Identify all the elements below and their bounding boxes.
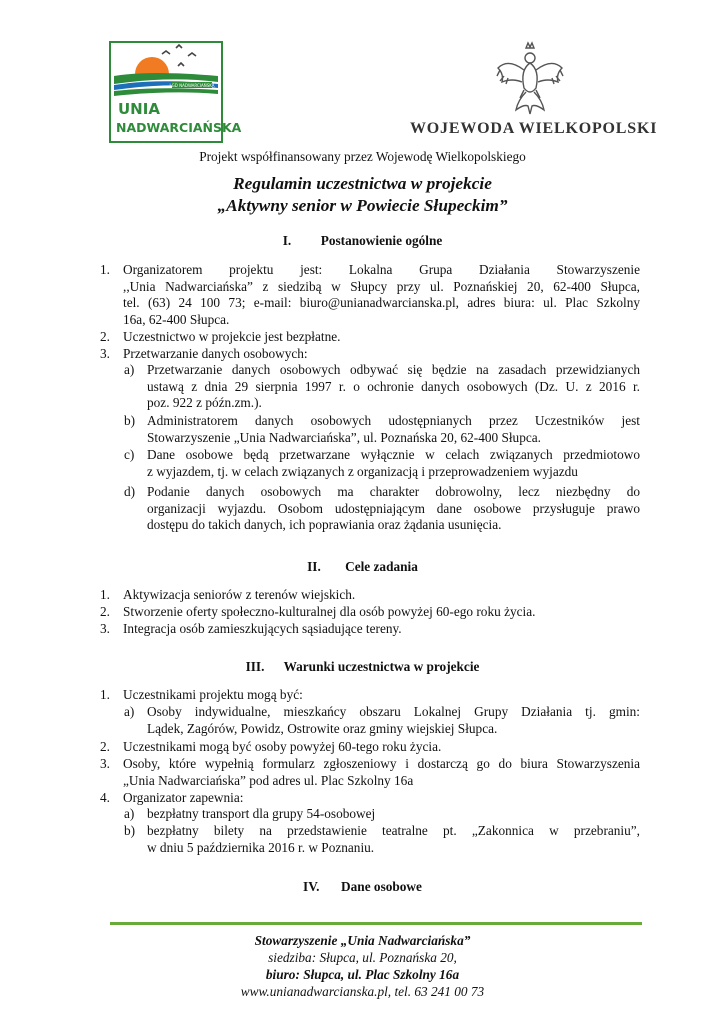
subitem-letter: b) — [124, 413, 136, 428]
unia-nadwarcianska-logo — [110, 42, 242, 142]
text-line: z wyjazdem, tj. w celach związanych z organizacją i przeprowadzeniem wyjazdu — [147, 463, 578, 479]
text-line: Administratorem danych osobowych udostępnianych przez Uczestników jest — [147, 413, 640, 428]
text-line: Stowarzyszenie „Unia Nadwarciańska”, ul. Poznańska 20, 62-400 Słupca. — [147, 429, 541, 445]
item-number: 3. — [100, 621, 110, 636]
item-number: 2. — [100, 329, 110, 344]
item-text — [123, 262, 640, 328]
section-title: Cele zadania — [345, 559, 418, 574]
subitem-text — [147, 362, 640, 412]
item-text: Uczestnictwo w projekcie jest bezpłatne. — [123, 329, 341, 344]
section-number: II. — [307, 559, 321, 574]
logo-small-text: LGD NADWARCIAŃSKA — [169, 83, 215, 88]
item-number: 3. — [100, 756, 110, 771]
section-number: I. — [282, 233, 292, 248]
text-line: dostępu do takich danych, ich poprawiania oraz żądania usunięcia. — [147, 517, 502, 533]
document-title-line2: „Aktywny senior w Powiecie Słupeckim” — [217, 196, 508, 215]
subitem-text — [147, 484, 640, 534]
item-number: 1. — [100, 687, 110, 702]
list-item — [100, 262, 640, 330]
section-heading-1 — [0, 233, 725, 249]
text-line: bezpłatny bilety na przedstawienie teatralne pt. „Zakonnica w przebraniu”, — [147, 823, 640, 838]
logo-graphic — [110, 42, 242, 142]
item-text: Uczestnikami mogą być osoby powyżej 60-tego roku życia. — [123, 739, 442, 754]
text-line: Osoby indywidualne, mieszkańcy obszaru Lokalnej Grupy Działania tj. gmin: — [147, 704, 640, 719]
subitem-letter: a) — [124, 806, 135, 821]
item-number: 3. — [100, 346, 110, 361]
item-number: 1. — [100, 262, 110, 277]
item-text: Uczestnikami projektu mogą być: — [123, 687, 303, 702]
item-number: 2. — [100, 604, 110, 619]
wojewoda-title: WOJEWODA WIELKOPOLSKI — [410, 120, 658, 137]
section-heading-3 — [0, 659, 725, 675]
footer-divider — [110, 922, 642, 925]
item-text: Integracja osób zamieszkujących sąsiadujące tereny. — [123, 621, 402, 636]
footer-contact: www.unianadwarcianska.pl, tel. 63 241 00 73 — [240, 984, 485, 999]
item-number: 4. — [100, 790, 110, 805]
logo-line2: NADWARCIAŃSKA — [116, 120, 242, 135]
text-line: Dane osobowe będą przetwarzane wyłącznie w celach związanych przedmiotowo — [147, 447, 640, 462]
section-number: III. — [245, 659, 265, 674]
item-number: 2. — [100, 739, 110, 754]
item-text: Stworzenie oferty społeczno-kulturalnej dla osób powyżej 60-ego roku życia. — [123, 604, 536, 619]
logo-line1: UNIA — [118, 100, 160, 118]
text-line: Przetwarzanie danych osobowych odbywać się będzie na zasadach przewidzianych — [147, 362, 640, 377]
eagle-emblem-icon — [490, 40, 570, 120]
section-heading-2 — [0, 559, 725, 575]
subitem-text: bezpłatny transport dla grupy 54-osobowej — [147, 806, 376, 821]
footer-organization: Stowarzyszenie „Unia Nadwarciańska” — [254, 933, 471, 948]
text-line: w dniu 5 października 2016 r. w Poznaniu. — [147, 839, 375, 855]
text-line: Osoby, które wypełnią formularz zgłoszeniowy i dostarczą go do biura Stowarzyszenia — [123, 756, 640, 771]
text-line: 16a, 62-400 Słupca. — [123, 311, 230, 327]
section-number: IV. — [303, 879, 320, 894]
cofinancing-note: Projekt współfinansowany przez Wojewodę Wielkopolskiego — [199, 149, 526, 164]
subitem-text — [147, 704, 640, 737]
wojewoda-logo — [410, 40, 658, 140]
item-text: Organizator zapewnia: — [123, 790, 244, 805]
footer-office: biuro: Słupca, ul. Plac Szkolny 16a — [265, 967, 460, 982]
text-line: organizacji wyjazdu. Osobom udostępniającym dane osobowe przysługuje prawo — [147, 500, 640, 516]
text-line: „Unia Nadwarciańska” pod adres ul. Plac Szkolny 16a — [123, 772, 414, 788]
subitem-text — [147, 823, 640, 856]
item-text: Aktywizacja seniorów z terenów wiejskich. — [123, 587, 356, 602]
item-text: Przetwarzanie danych osobowych: — [123, 346, 308, 361]
item-number: 1. — [100, 587, 110, 602]
text-line: Organizatorem projektu jest: Lokalna Grupa Działania Stowarzyszenie — [123, 262, 640, 277]
text-line: Podanie danych osobowych ma charakter dobrowolny, lecz niezbędny do — [147, 484, 640, 499]
subitem-letter: a) — [124, 362, 135, 377]
section-title: Postanowienie ogólne — [320, 233, 443, 248]
text-line: ustawą z dnia 29 sierpnia 1997 r. o ochronie danych osobowych (Dz. U. z 2016 r. — [147, 378, 640, 394]
subitem-text — [147, 447, 640, 480]
subitem-letter: a) — [124, 704, 135, 719]
section-heading-4 — [0, 879, 725, 895]
footer-seat: siedziba: Słupca, ul. Poznańska 20, — [268, 950, 457, 965]
subitem-letter: c) — [124, 447, 135, 462]
text-line: Lądek, Zagórów, Powidz, Ostrowite oraz gminy wiejskiej Słupca. — [147, 720, 498, 736]
document-title-line1: Regulamin uczestnictwa w projekcie — [233, 174, 492, 193]
text-line: poz. 922 z późn.zm.). — [147, 395, 262, 411]
section-title: Dane osobowe — [341, 879, 422, 894]
text-line: tel. (63) 24 100 73; e-mail: biuro@unianadwarcianska.pl, adres biura: ul. Plac Szkolny — [123, 295, 640, 311]
text-line: ,,Unia Nadwarciańska” z siedzibą w Słupcy przy ul. Poznańskiej 20, 62-400 Słupca, — [123, 278, 640, 294]
subitem-text — [147, 413, 640, 446]
subitem-letter: b) — [124, 823, 136, 838]
section-title: Warunki uczestnictwa w projekcie — [283, 659, 480, 674]
subitem-letter: d) — [124, 484, 136, 499]
item-text — [123, 756, 640, 789]
